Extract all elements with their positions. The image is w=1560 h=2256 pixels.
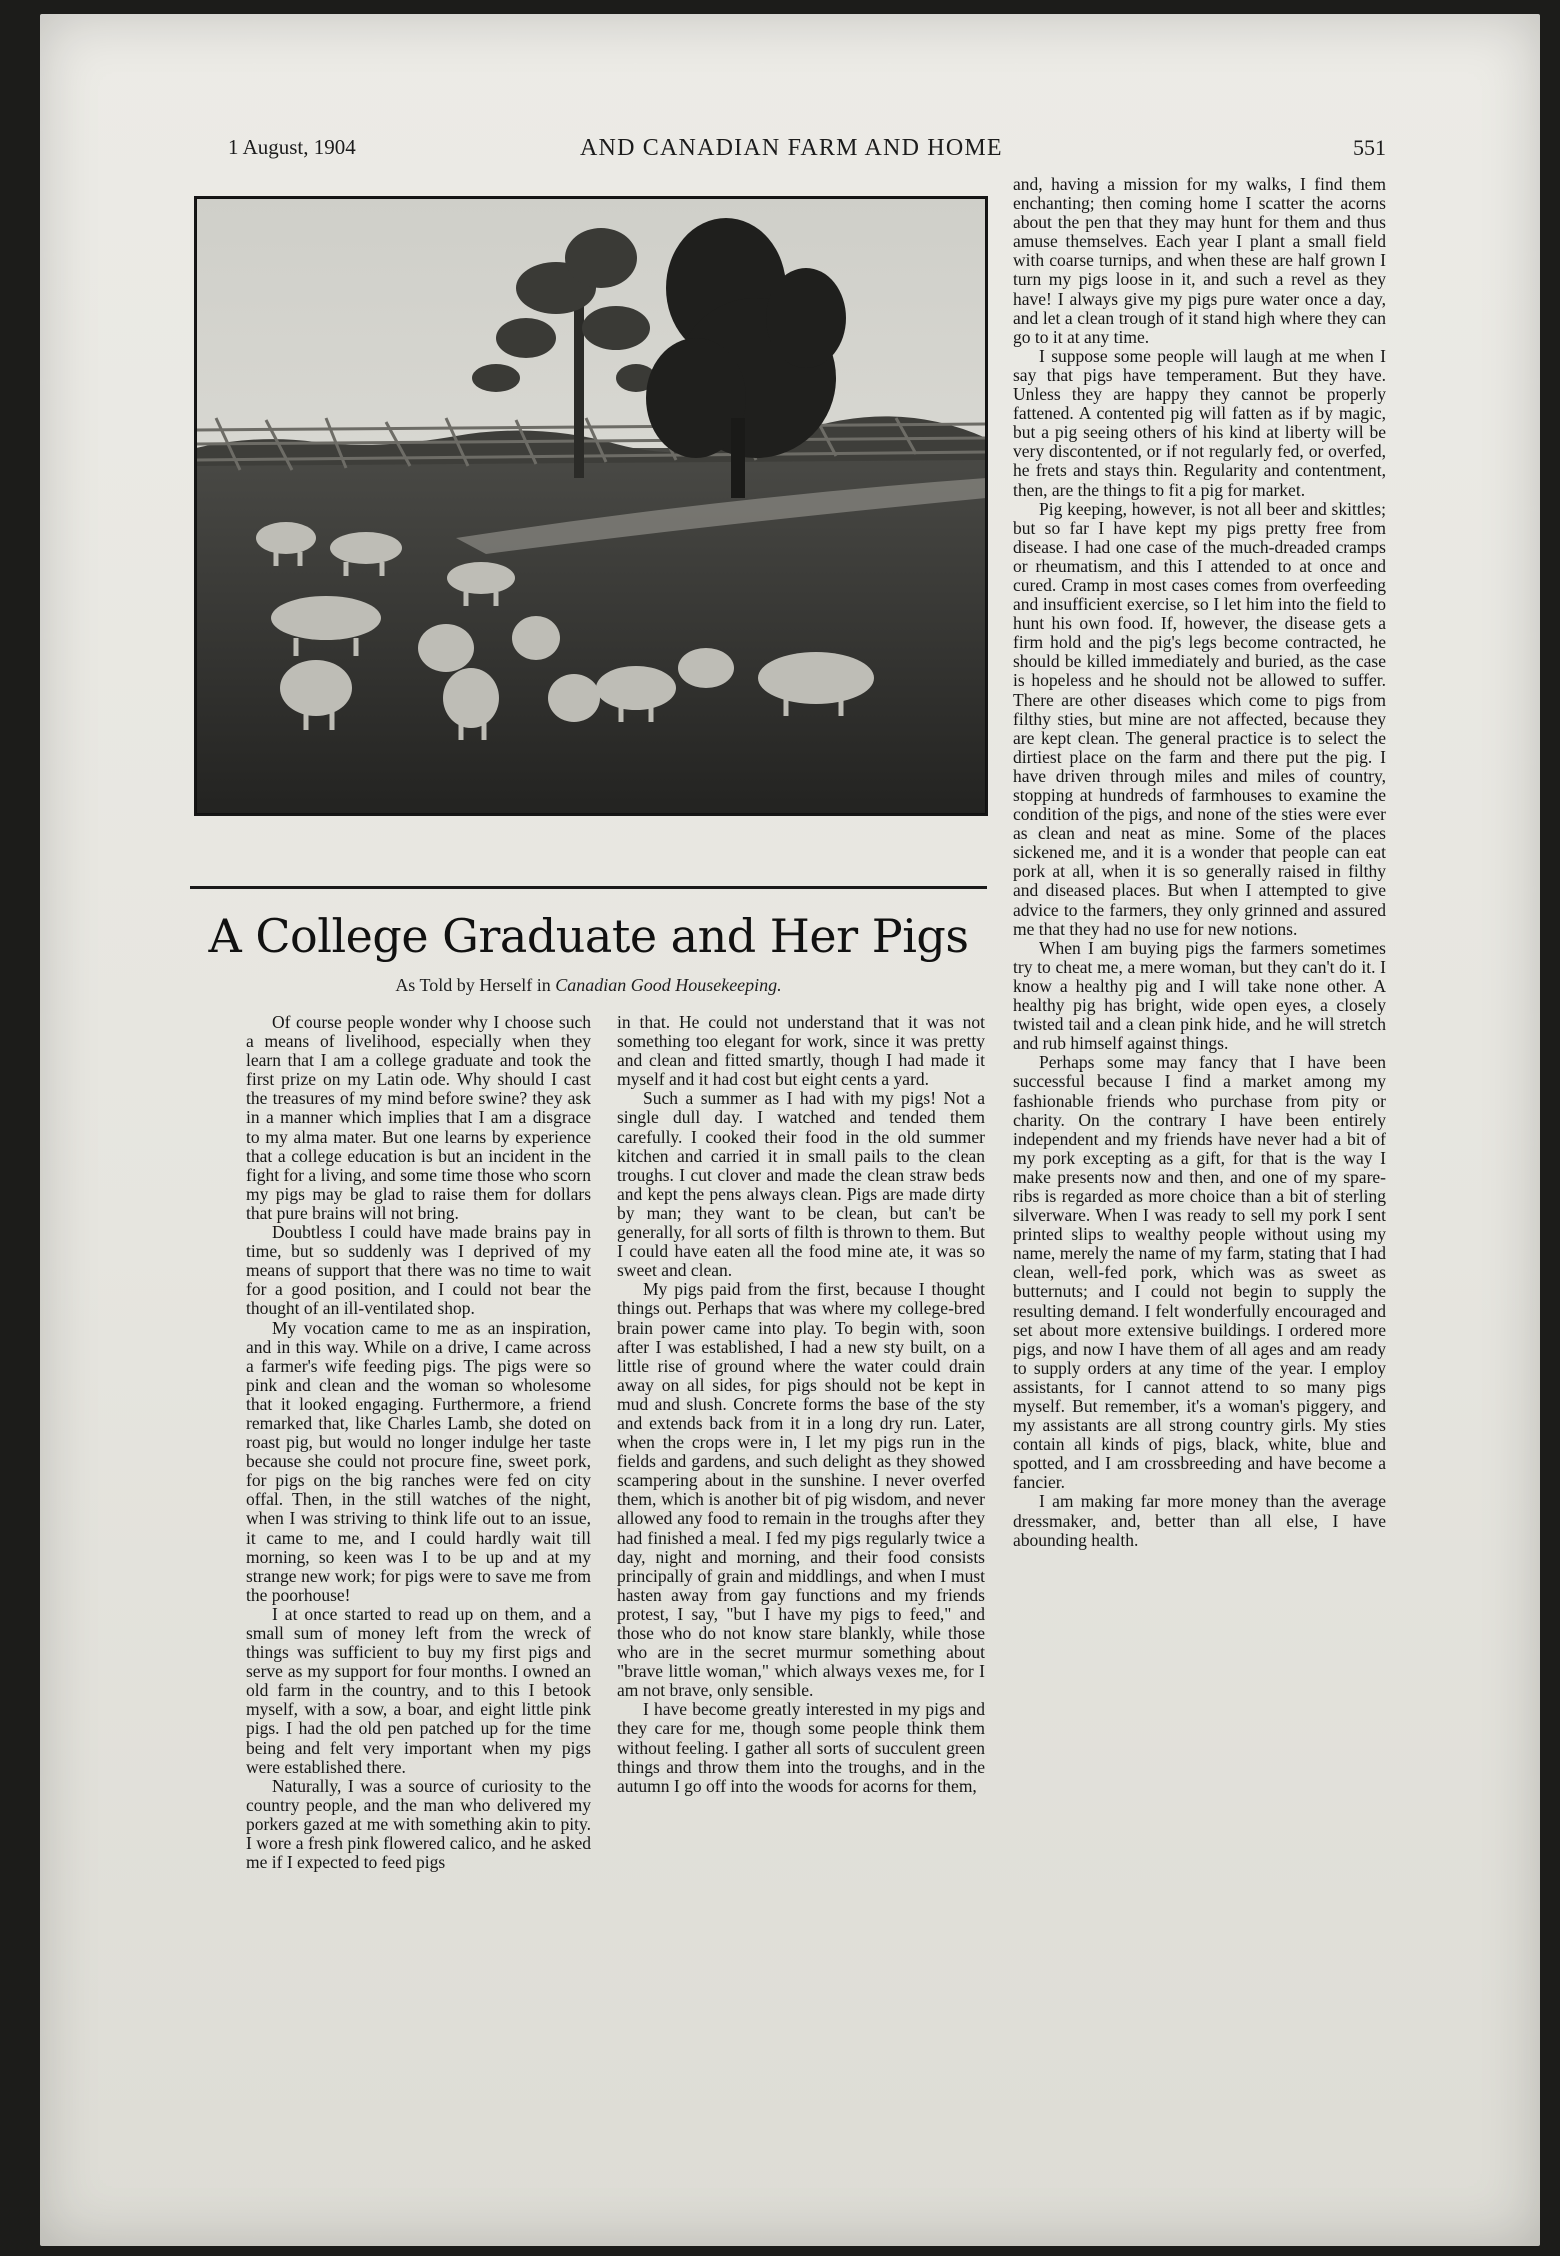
paragraph: Doubtless I could have made brains pay in time, but so suddenly was I deprived of my means of support that there was no time to wait for a good position, and I could not bear the thought of an ill-ventilated shop.: [246, 1222, 591, 1319]
paragraph: My vocation came to me as an inspiration, and in this way. While on a drive, I came across a farmer's wife feeding pigs. The pigs were so pink and clean and the woman so wholesome that it looked engaging. Furthermore, a friend remarked that, like Charles Lamb, she doted on roast pig, but would no longer indulge her taste because she could not procure fine, sweet pork, for pigs on the big ranches were fed on city offal. Then, in the still watches of the night, when I was striving to think life out to an issue, it came to me, and I could hardly wait till morning, so keen was I to be up and at my strange new work; for pigs were to save me from the poorhouse!: [246, 1317, 591, 1605]
article-headline: A College Graduate and Her Pigs: [208, 909, 969, 963]
byline-source: Canadian Good Housekeeping.: [555, 975, 782, 995]
paragraph: Perhaps some may fancy that I have been successful because I find a market among my fashionable friends who purchase from pity or charity. On the contrary I have been entirely independent and my friends have never had a bit of my pork excepting as a gift, for that is the way I make presents now and then, and one of my spare-ribs is regarded as more choice than a bit of sterling silverware. When I was ready to sell my pork I sent printed slips to wealthy people without using my name, merely the name of my farm, stating that I had clean, well-fed pork, which was as sweet as butternuts; and I could not begin to supply the resulting demand. I felt wonderfully encouraged and set about more extensive buildings. I ordered more pigs, and now I have them of all ages and am ready to supply orders at any time of the year. I employ assistants, for I cannot attend to so many pigs myself. But remember, it's a woman's piggery, and my assistants are all strong country girls. My sties contain all kinds of pigs, black, white, blue and spotted, and I am crossbreeding and have become a fancier.: [1013, 1052, 1386, 1493]
article-column-2: [617, 1013, 985, 1796]
paragraph: My pigs paid from the first, because I thought things out. Perhaps that was where my college-bred brain power came into play. To begin with, soon after I was established, I had a new sty built, on a little rise of ground where the water could drain away on all sides, for pigs should not be kept in mud and slush. Concrete forms the base of the sty and extends back from it in a long dry run. Later, when the crops were in, I let my pigs run in the fields and gardens, and such delight as they showed scampering about in the sunshine. I never overfed them, which is another bit of pig wisdom, and never allowed any food to remain in the troughs after they had finished a meal. I fed my pigs regularly twice a day, night and morning, and their food consists principally of grain and middlings, and when I must hasten away from gay functions and my friends protest, I say, "but I have my pigs to feed," and those who do not know stare blankly, while those who are in the secret murmur something about "brave little woman," which always vexes me, for I am not brave, only sensible.: [617, 1279, 985, 1701]
paragraph: I am making far more money than the average dressmaker, and, better than all else, I have abounding health.: [1013, 1491, 1386, 1550]
headline-rule: [190, 886, 987, 889]
pigs-in-pasture-photo: [194, 196, 988, 816]
paragraph: in that. He could not understand that it was not something too elegant for work, since it was pretty and clean and fitted smartly, though I had made it myself and it had cost but eight cents a yard.: [617, 1012, 985, 1090]
paragraph: Naturally, I was a source of curiosity to the country people, and the man who delivered my porkers gazed at me with something akin to pity. I wore a fresh pink flowered calico, and he asked me if I expected to feed pigs: [246, 1775, 591, 1873]
article-byline: [190, 972, 987, 998]
paragraph: Pig keeping, however, is not all beer and skittles; but so far I have kept my pigs pretty free from disease. I had one case of the much-dreaded cramps or rheumatism, and this I attended to at once and cured. Cramp in most cases comes from overfeeding and insufficient exercise, so I let him into the field to hunt his own food. If, however, the disease gets a firm hold and the pig's legs become contracted, he should be killed immediately and buried, as the case is hopeless and he should not be allowed to suffer. There are other diseases which come to pigs from filthy sties, but mine are not affected, because they are kept clean. The general practice is to select the dirtiest place on the farm and there put the pig. I have driven through miles and miles of country, stopping at hundreds of farmhouses to examine the condition of the pigs, and none of the sties were ever as clean and neat as mine. Some of the places sickened me, and it is a wonder that people can eat pork at all, when it is so generally raised in filthy and diseased places. But when I attempted to give advice to the farmers, they only grinned and assured me that they had no use for new notions.: [1013, 498, 1386, 939]
paragraph: I have become greatly interested in my pigs and they care for me, though some people think them without feeling. I gather all sorts of succulent green things and throw them into the troughs, and in the autumn I go off into the woods for acorns for them,: [617, 1699, 985, 1796]
running-head-date: 1 August, 1904: [228, 135, 356, 159]
paragraph: Of course people wonder why I choose such a means of livelihood, especially when they learn that I am a college graduate and took the first prize on my Latin ode. Why should I cast the treasures of my mind before swine? they ask in a manner which implies that I am a disgrace to my alma mater. But one learns by experience that a college education is but an incident in the fight for a living, and some time those who scorn my pigs may be glad to raise them for dollars that pure brains will not bring.: [246, 1012, 591, 1223]
article-column-1: [246, 1013, 591, 1872]
paragraph: and, having a mission for my walks, I find them enchanting; then coming home I scatter the acorns about the pen that they may hunt for them and thus amuse themselves. Each year I plant a small field with coarse turnips, and when these are half grown I turn my pigs loose in it, and such a revel as they have! I always give my pigs pure water once a day, and let a clean trough of it stand high where they can go to it at any time.: [1013, 174, 1386, 347]
paragraph: I at once started to read up on them, and a small sum of money left from the wreck of things was sufficient to buy my first pigs and serve as my support for four months. I owned an old farm in the country, and to this I betook myself, with a sow, a boar, and eight little pink pigs. I had the old pen patched up for the time being and felt very important when my pigs were established there.: [246, 1603, 591, 1777]
paragraph: Such a summer as I had with my pigs! Not a single dull day. I watched and tended them carefully. I cooked their food in the old summer kitchen and carried it in small pails to the clean troughs. I cut clover and made the clean straw beds and kept the pens always clean. Pigs are made dirty by man; they want to be clean, but can't be generally, for all sorts of filth is thrown to them. But I could have eaten all the food mine ate, it was so sweet and clean.: [617, 1088, 985, 1281]
article-column-3: [1013, 175, 1386, 1550]
paragraph: I suppose some people will laugh at me when I say that pigs have temperament. But they have. Unless they are happy they cannot be properly fattened. A contented pig will fatten as if by magic, but a pig seeing others of his kind at liberty will be very discontented, or if not regularly fed, or overfed, he frets and stays thin. Regularity and contentment, then, are the things to fit a pig for market.: [1013, 345, 1386, 500]
page-number: 551: [1353, 135, 1386, 160]
byline-prefix: As Told by Herself in: [395, 975, 556, 995]
paragraph: When I am buying pigs the farmers sometimes try to cheat me, a mere woman, but they can't do it. I know a healthy pig and I will take none other. A healthy pig has bright, wide open eyes, a closely twisted tail and a clean pink hide, and he will stretch and rub himself against things.: [1013, 937, 1386, 1054]
running-head-title: AND CANADIAN FARM AND HOME: [580, 135, 1003, 161]
